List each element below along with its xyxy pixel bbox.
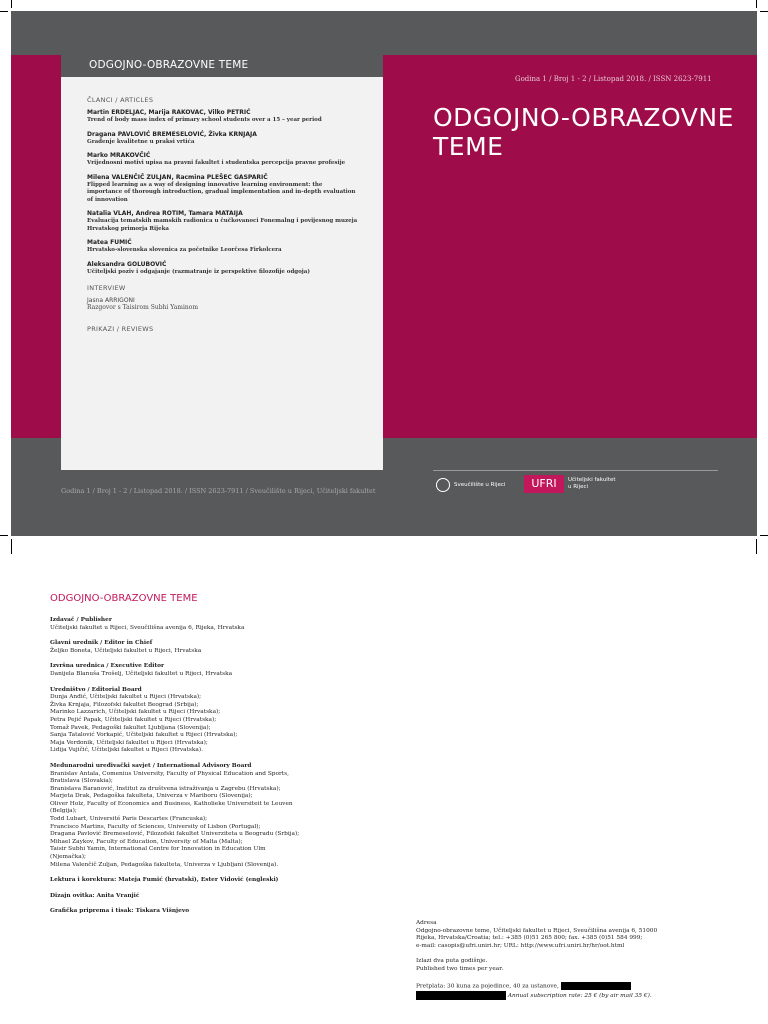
impressum-line: Marinko Lazzarich, Učiteljski fakultet u Rijeci (Hrvatska); [50, 709, 221, 716]
impressum-block [50, 893, 380, 901]
faculty-name-line-1: Učiteljski fakultet [568, 477, 616, 483]
divider [433, 470, 718, 471]
redaction-bar [416, 991, 506, 1000]
article-item [87, 152, 359, 168]
frequency-section [416, 958, 716, 973]
impressum-line: (Belgija); [50, 808, 77, 815]
crop-mark [760, 535, 768, 536]
impressum-line: Petra Pejić Papak, Učiteljski fakultet u Rijeci (Hrvatska); [50, 716, 217, 723]
impressum-title: ODGOJNO-OBRAZOVNE TEME [50, 593, 198, 604]
impressum-block [50, 617, 380, 632]
address-line [416, 943, 716, 951]
impressum-label: Međunarodni uređivački savjet / International Advisory Board [50, 762, 252, 769]
impressum-line: Dunja Anđić, Učiteljski fakultet u Rijeci (Hrvatska); [50, 694, 202, 701]
impressum-line: Učiteljski fakultet u Rijeci, Sveučilišna avenija 6, Rijeka, Hrvatska [50, 624, 245, 631]
address-label: Adresa [416, 920, 437, 926]
article-title: Flipped learning as a way of designing innovative learning environment: the importance of thorough introduction, gradual implementation and in-depth evaluation of innovation [87, 181, 356, 203]
faculty-name [568, 477, 616, 491]
impressum-line: Francisco Martins, Faculty of Sciences, University of Lisbon (Portugal); [50, 823, 261, 830]
impressum-block [50, 663, 380, 678]
price-en-text: Annual subscription rate: 25 € (by air mail 35 €). [507, 992, 652, 999]
price-hr [416, 982, 716, 991]
university-seal-icon [436, 478, 450, 492]
address-section [416, 920, 716, 950]
impressum-line: Željko Boneta, Učiteljski fakultet u Rijeci, Hrvatska [50, 647, 202, 654]
crop-mark [0, 11, 8, 12]
article-title: Evaluacija tematskih mamskih radionica u čučkovanoci Fonemalng i povijesnog muzeja Hrvatskog primorja Rijeka [87, 218, 358, 232]
back-banner-title: ODGOJNO-OBRAZOVNE TEME [89, 59, 249, 71]
impressum-block [50, 908, 380, 916]
crop-mark [11, 539, 12, 554]
impressum-line: Marjeta Drak, Pedagoška fakulteta, Univerza v Mariboru (Slovenija); [50, 793, 253, 800]
impressum-label: Lektura i korektura: Mateja Fumić (hrvatski), Ester Vidović (engleski) [50, 877, 279, 884]
article-item [87, 131, 359, 147]
impressum-line: Bratislava (Slovakia); [50, 778, 113, 785]
articles-heading: ČLANCI / ARTICLES [87, 96, 154, 104]
impressum-line: Tomaž Pavek, Pedagoški fakultet Ljubljana (Slovenija); [50, 724, 211, 731]
crop-mark [756, 0, 757, 8]
article-authors: Marko MRAKOVČIĆ [87, 152, 151, 159]
impressum-label: Glavni urednik / Editor in Chief [50, 640, 153, 647]
interview-heading: INTERVIEW [87, 284, 126, 292]
impressum-label: Izdavač / Publisher [50, 617, 112, 623]
frequency-en: Published two times per year. [416, 965, 504, 972]
contents-panel [61, 77, 383, 470]
impressum-block [50, 763, 380, 869]
address-email-url: e-mail: casopis@ufri.uniri.hr; URL: http://www.ufri.uniri.hr/hr/oot.html [416, 942, 625, 949]
impressum-line: Taisir Subhi Yamin, International Centre for Innovation in Education Ulm [50, 846, 266, 853]
impressum-line: Mihael Zaykov, Faculty of Education, University of Malta (Malta); [50, 838, 243, 845]
university-name: Sveučilište u Rijeci [454, 482, 506, 488]
impressum-line: (Njemačka); [50, 854, 86, 861]
impressum-line: Sanja Tatalović Vorkapić, Učiteljski fakultet u Rijeci (Hrvatska); [50, 732, 238, 739]
impressum-label: Uredništvo / Editorial Board [50, 686, 142, 693]
impressum-line: Živka Krnjaja, Filozofski fakultet Beograd (Srbija); [50, 701, 199, 708]
address-line: Rijeka, Hrvatska/Croatia; tel.: +385 (0)51 265 800; fax. +385 (0)51 584 999; [416, 935, 643, 942]
address-block [416, 920, 716, 1000]
article-item [87, 109, 359, 125]
article-title: Vrijednosni motivi upisa na pravni fakultet i studentska percepcija pravne profesije [87, 160, 346, 166]
cover-title-line-1: ODGOJNO-OBRAZOVNE [433, 103, 734, 132]
reviews-heading: PRIKAZI / REVIEWS [87, 325, 154, 333]
impressum-label: Izvršna urednica / Executive Editor [50, 663, 165, 670]
impressum-line: Branislava Baranović, Institut za društvena istraživanja u Zagrebu (Hrvatska); [50, 785, 281, 792]
cover-title-line-2: TEME [433, 132, 504, 161]
back-banner [61, 55, 383, 77]
price-hr-text: Pretplata: 30 kuna za pojedince, 40 za ustanove, [416, 983, 559, 990]
impressum-label: Grafička priprema i tisak: Tiskara Višnjevo [50, 908, 190, 915]
crop-mark [11, 0, 12, 8]
article-authors: Natalia VLAH, Andrea ROTIM, Tamara MATAIJA [87, 210, 243, 217]
article-title: Trend of body mass index of primary school students over a 15 – year period [87, 117, 322, 123]
article-title: Građenje kvalitetne u praksi vrtića [87, 138, 195, 145]
crop-mark [0, 535, 8, 536]
price-en [416, 991, 716, 1001]
interview-title: Razgovor s Taisirom Subhi Yaminom [87, 304, 199, 311]
cover-journal-title [433, 103, 734, 161]
article-authors: Milena VALENČIČ ZULJAN, Racmina PLEŠEC GASPARIČ [87, 173, 268, 181]
article-authors: Martin ERDELJAC, Marija RAKOVAC, Vilko PETRIĆ [87, 109, 251, 116]
impressum-line: Milena Valenčič Zuljan, Pedagoška fakulteta, Univerza v Ljubljani (Slovenija). [50, 861, 279, 868]
impressum-line: Maja Verdonik, Učiteljski fakultet u Rijeci (Hrvatska); [50, 739, 208, 746]
articles-list [87, 109, 359, 276]
impressum-block [50, 640, 380, 655]
article-item [87, 210, 359, 233]
article-item [87, 261, 359, 277]
address-line: Odgojno-obrazovne teme, Učiteljski fakultet u Rijeci, Sveučilišna avenija 6, 51000 [416, 927, 658, 934]
impressum-block [50, 687, 380, 755]
impressum-line: Lidija Vujičić, Učiteljski fakultet u Rijeci (Hrvatska). [50, 747, 203, 754]
impressum-label: Dizajn ovitka: Anita Vranjić [50, 892, 140, 899]
frequency-hr: Izlazi dva puta godišnje. [416, 958, 488, 965]
impressum-line: Danijela Blanuša Trošelj, Učiteljski fakultet u Rijeci, Hrvatska [50, 670, 233, 677]
interview-author: Jasna ARRIGONI [87, 297, 135, 304]
faculty-name-line-2: u Rijeci [568, 484, 589, 490]
crop-mark [756, 539, 757, 554]
impressum-line: Todd Lubart, Université Paris Descartes (Francuska); [50, 816, 208, 823]
article-item [87, 174, 359, 205]
article-authors: Dragana PAVLOVIĆ BREMESELOVIĆ, Živka KRNJAJA [87, 130, 257, 138]
article-authors: Matea FUMIĆ [87, 239, 132, 246]
impressum-blocks [50, 617, 380, 924]
article-authors: Aleksandra GOLUBOVIĆ [87, 260, 167, 268]
university-logo [436, 478, 505, 492]
ufri-logo-mark: UFRI [524, 475, 564, 493]
faculty-logo [524, 475, 616, 493]
impressum-block [50, 877, 380, 885]
article-title: Učiteljski poziv i odgajanje (razmatranje iz perspektive filozofije odgoja) [87, 268, 310, 275]
impressum-line: Dragana Pavlović Bremeselović, Filozofski fakultet Univerziteta u Beogradu (Srbija); [50, 831, 300, 838]
impressum-line: Branislav Antala, Comenius University, Faculty of Physical Education and Sports, [50, 770, 289, 777]
impressum-line: Oliver Holz, Faculty of Economics and Business, Katholieke Universiteit te Leuven [50, 800, 293, 807]
crop-mark [760, 11, 768, 12]
price-section [416, 982, 716, 1001]
article-item [87, 239, 359, 255]
cover-issue-line: Godina 1 / Broj 1 - 2 / Listopad 2018. / ISSN 2623-7911 [515, 75, 712, 83]
redaction-bar [561, 982, 631, 990]
back-cover-info: Godina 1 / Broj 1 - 2 / Listopad 2018. / ISSN 2623-7911 / Sveučilište u Rijeci, Učiteljski fakultet [61, 487, 376, 495]
article-title: Hrvatsko-slovenska slovenica za početnike Leorčesa Firkolcera [87, 247, 282, 253]
